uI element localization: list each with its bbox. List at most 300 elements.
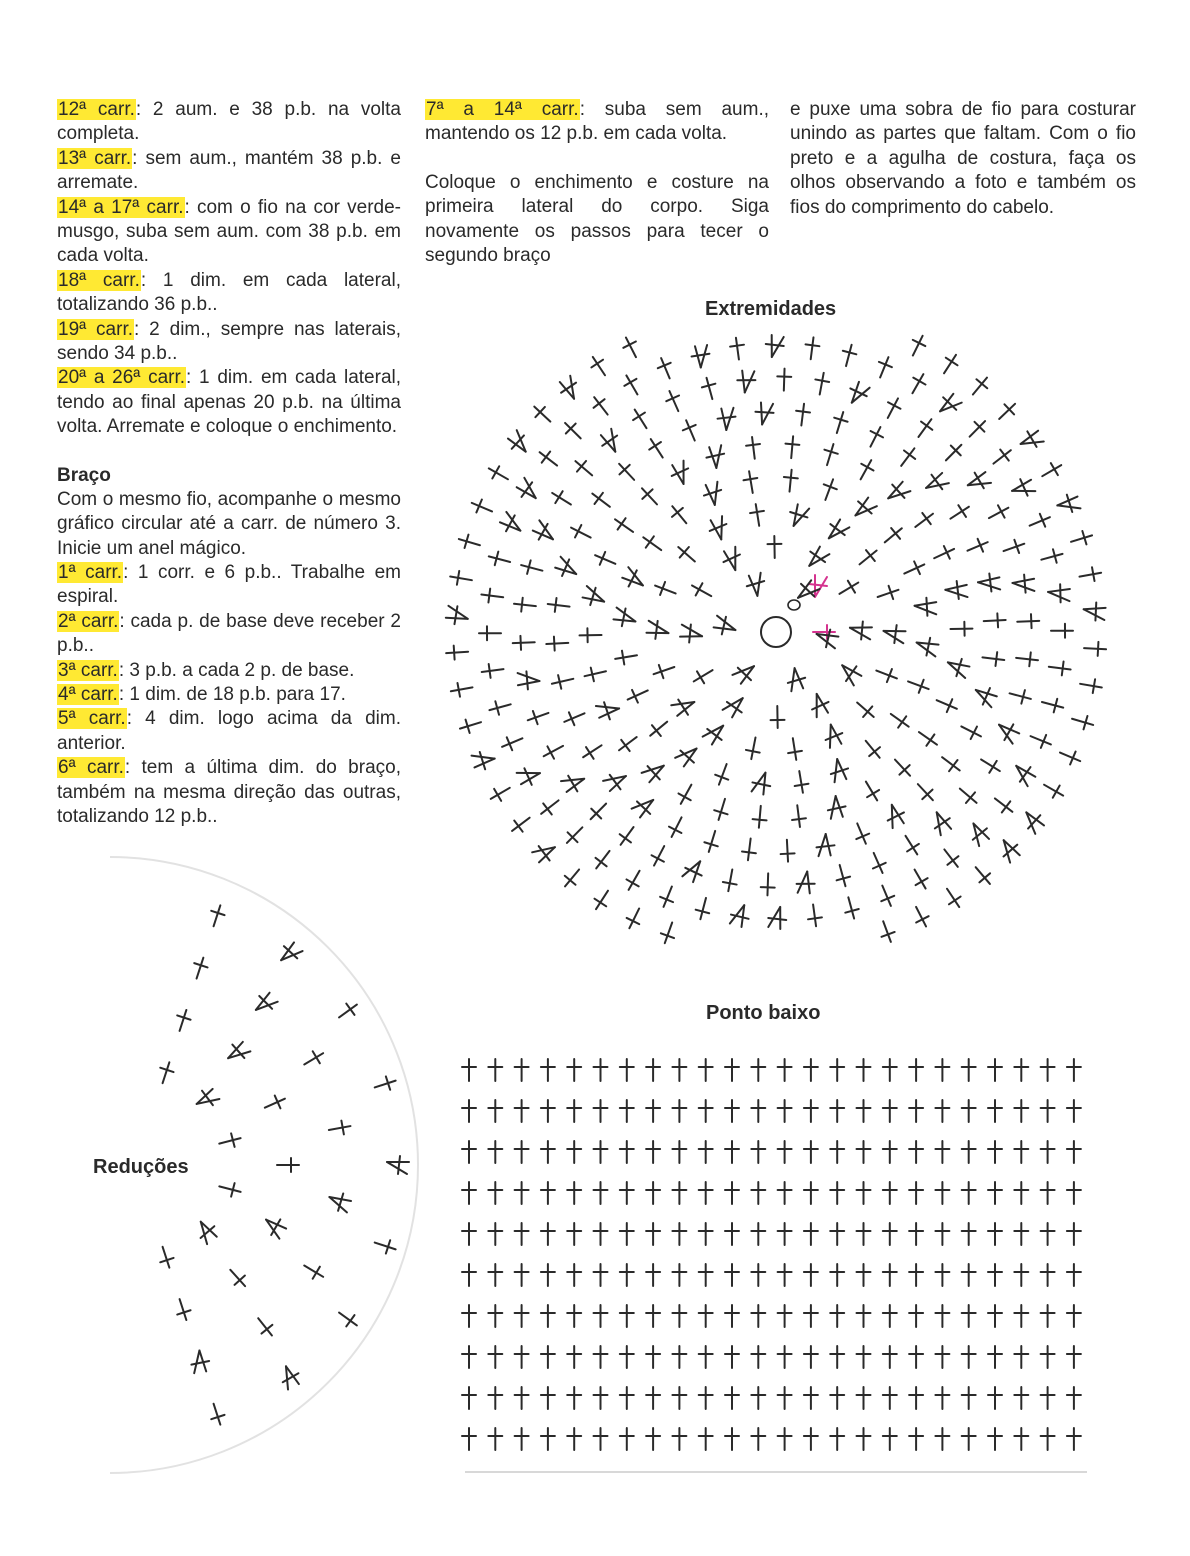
single-crochet-symbol — [1067, 1223, 1081, 1245]
single-crochet-symbol — [962, 1264, 976, 1286]
increase-stitch-symbol — [914, 596, 939, 617]
increase-stitch-symbol — [531, 838, 559, 866]
single-crochet-symbol — [988, 1223, 1002, 1245]
single-crochet-symbol — [567, 1223, 581, 1245]
single-crochet-symbol — [804, 1305, 818, 1327]
single-crochet-symbol — [962, 1100, 976, 1122]
single-crochet-symbol — [883, 1428, 897, 1450]
single-crochet-symbol — [725, 1223, 739, 1245]
single-crochet-symbol — [935, 1141, 949, 1163]
single-crochet-symbol — [620, 1223, 634, 1245]
increase-stitch-symbol — [667, 459, 694, 487]
single-crochet-symbol — [458, 716, 483, 736]
single-crochet-symbol — [830, 1264, 844, 1286]
single-crochet-symbol — [541, 1100, 555, 1122]
single-crochet-symbol — [1017, 614, 1040, 629]
single-crochet-symbol — [721, 868, 739, 892]
single-crochet-symbol — [1070, 712, 1095, 732]
increase-stitch-symbol — [883, 625, 905, 643]
single-crochet-symbol — [571, 456, 597, 481]
single-crochet-symbol — [550, 672, 575, 691]
single-crochet-symbol — [546, 636, 569, 651]
single-crochet-symbol — [488, 1141, 502, 1163]
increase-stitch-symbol — [1055, 491, 1082, 516]
single-crochet-symbol — [712, 797, 732, 822]
single-crochet-symbol — [1067, 1059, 1081, 1081]
single-crochet-symbol — [1041, 1141, 1055, 1163]
single-crochet-symbol — [820, 442, 840, 467]
single-crochet-symbol — [887, 708, 913, 732]
single-crochet-symbol — [935, 1346, 949, 1368]
single-crochet-symbol — [1069, 529, 1094, 549]
round-label: 1ª carr. — [58, 561, 123, 583]
single-crochet-symbol — [541, 1141, 555, 1163]
single-crochet-symbol — [594, 1428, 608, 1450]
single-crochet-symbol — [778, 1223, 792, 1245]
single-crochet-symbol — [1067, 1141, 1081, 1163]
single-crochet-symbol — [672, 1346, 686, 1368]
single-crochet-symbol — [994, 399, 1020, 424]
single-crochet-symbol — [462, 1100, 476, 1122]
single-crochet-symbol — [970, 863, 995, 889]
single-crochet-symbol — [515, 1264, 529, 1286]
single-crochet-symbol — [909, 1387, 923, 1409]
single-crochet-symbol — [487, 782, 513, 805]
single-crochet-symbol — [462, 1387, 476, 1409]
round-text: : 1 dim. em cada lateral, totalizando 36 p.b.. — [57, 269, 401, 316]
single-crochet-symbol — [725, 1059, 739, 1081]
single-crochet-symbol — [864, 424, 886, 450]
single-crochet-symbol — [909, 1182, 923, 1204]
single-crochet-symbol — [725, 1346, 739, 1368]
single-crochet-symbol — [579, 739, 605, 763]
single-crochet-symbol — [857, 1182, 871, 1204]
single-crochet-symbol — [253, 1314, 278, 1340]
single-crochet-symbol — [462, 1264, 476, 1286]
single-crochet-symbol — [1014, 1387, 1028, 1409]
single-crochet-symbol — [519, 558, 544, 577]
increase-stitch-symbol — [555, 374, 583, 402]
single-crochet-symbol — [857, 1387, 871, 1409]
round-instruction — [425, 98, 769, 147]
increase-stitch-symbol — [516, 669, 541, 691]
round-label: 19ª carr. — [58, 318, 134, 340]
single-crochet-symbol — [778, 1264, 792, 1286]
single-crochet-symbol — [883, 1182, 897, 1204]
braco-row — [57, 683, 401, 707]
increase-stitch-symbol — [594, 698, 622, 724]
single-crochet-symbol — [700, 376, 719, 401]
single-crochet-symbol — [883, 1059, 897, 1081]
single-crochet-symbol — [744, 736, 762, 760]
single-crochet-symbol — [462, 1346, 476, 1368]
increase-stitch-symbol — [814, 833, 836, 858]
increase-stitch-symbol — [581, 586, 606, 608]
increase-stitch-symbol — [826, 757, 852, 784]
single-crochet-symbol — [857, 1346, 871, 1368]
single-crochet-symbol — [909, 1141, 923, 1163]
single-crochet-symbol — [830, 1387, 844, 1409]
increase-stitch-symbol — [824, 794, 848, 821]
increase-stitch-symbol — [251, 989, 279, 1017]
single-crochet-symbol — [1067, 1346, 1081, 1368]
single-crochet-symbol — [373, 1236, 398, 1256]
single-crochet-symbol — [480, 588, 504, 605]
increase-stitch-symbol — [276, 1363, 303, 1391]
single-crochet-symbol — [657, 884, 678, 910]
single-crochet-symbol — [1014, 1100, 1028, 1122]
single-crochet-symbol — [751, 1141, 765, 1163]
single-crochet-symbol — [1051, 624, 1073, 638]
increase-stitch-symbol — [806, 691, 833, 719]
single-crochet-symbol — [991, 793, 1017, 817]
single-crochet-symbol — [699, 1346, 713, 1368]
single-crochet-symbol — [935, 1182, 949, 1204]
round-text: : 3 p.b. a cada 2 p. de base. — [118, 659, 355, 681]
single-crochet-symbol — [1014, 1223, 1028, 1245]
single-crochet-symbol — [487, 550, 512, 569]
single-crochet-symbol — [804, 1346, 818, 1368]
single-crochet-symbol — [594, 1305, 608, 1327]
round-text: : 1 dim. em cada lateral, tendo ao final apenas 20 p.b. na última volta. Arremate e coloque o enchimento. — [57, 367, 402, 438]
increase-stitch-symbol — [705, 514, 731, 542]
single-crochet-symbol — [1014, 1346, 1028, 1368]
single-crochet-symbol — [853, 697, 879, 722]
single-crochet-symbol — [842, 895, 861, 920]
single-crochet-symbol — [699, 1387, 713, 1409]
single-crochet-symbol — [988, 1305, 1002, 1327]
single-crochet-symbol — [515, 1428, 529, 1450]
single-crochet-symbol — [594, 1100, 608, 1122]
single-crochet-symbol — [699, 1264, 713, 1286]
outline-arc — [110, 857, 418, 1473]
single-crochet-symbol — [541, 1428, 555, 1450]
single-crochet-symbol — [541, 1346, 555, 1368]
single-crochet-symbol — [813, 625, 835, 639]
single-crochet-symbol — [667, 502, 692, 528]
single-crochet-symbol — [1041, 1182, 1055, 1204]
single-crochet-symbol — [541, 1059, 555, 1081]
single-crochet-symbol — [567, 1100, 581, 1122]
increase-stitch-symbol — [613, 607, 637, 627]
single-crochet-symbol — [672, 1182, 686, 1204]
round-text: : 2 dim., sempre nas laterais, sendo 34 p.b.. — [57, 318, 401, 365]
increase-stitch-symbol — [715, 406, 737, 431]
increase-stitch-symbol — [620, 566, 647, 591]
round-text: : 4 dim. logo acima da dim. anterior. — [57, 708, 401, 754]
increase-stitch-symbol — [387, 1156, 409, 1174]
single-crochet-symbol — [741, 838, 758, 862]
middle-column — [425, 98, 769, 268]
braco-row — [57, 659, 401, 683]
single-crochet-symbol — [218, 1131, 243, 1150]
single-crochet-symbol — [462, 1223, 476, 1245]
single-crochet-symbol — [890, 755, 915, 781]
increase-stitch-symbol — [846, 380, 870, 407]
single-crochet-symbol — [883, 1387, 897, 1409]
single-crochet-symbol — [883, 1223, 897, 1245]
single-crochet-symbol — [804, 1223, 818, 1245]
single-crochet-symbol — [877, 919, 898, 944]
single-crochet-symbol — [646, 716, 672, 741]
instruction-row — [57, 98, 401, 147]
single-crochet-symbol — [988, 1346, 1002, 1368]
single-crochet-symbol — [515, 1223, 529, 1245]
single-crochet-symbol — [1048, 660, 1072, 677]
single-crochet-symbol — [780, 839, 795, 862]
single-crochet-symbol — [611, 514, 637, 538]
increase-stitch-symbol — [674, 742, 701, 770]
single-crochet-symbol — [588, 488, 614, 512]
single-crochet-symbol — [908, 866, 931, 892]
increase-stitch-symbol — [736, 369, 756, 393]
single-crochet-symbol — [725, 1387, 739, 1409]
increase-stitch-symbol — [766, 335, 784, 357]
round-label: 12ª carr. — [58, 99, 135, 120]
single-crochet-symbol — [462, 1059, 476, 1081]
single-crochet-symbol — [935, 1305, 949, 1327]
single-crochet-symbol — [614, 648, 638, 665]
braco-rows — [57, 561, 401, 829]
single-crochet-symbol — [699, 1223, 713, 1245]
single-crochet-symbol — [778, 1141, 792, 1163]
round-text: : suba sem aum., mantendo os 12 p.b. em cada volta. — [425, 99, 770, 145]
reducoes-title: Reduções — [93, 1156, 189, 1178]
single-crochet-symbol — [830, 1141, 844, 1163]
single-crochet-symbol — [751, 1264, 765, 1286]
single-crochet-symbol — [672, 1059, 686, 1081]
single-crochet-symbol — [1067, 1264, 1081, 1286]
single-crochet-symbol — [637, 484, 662, 510]
increase-stitch-symbol — [188, 1349, 212, 1375]
increase-stitch-symbol — [700, 480, 726, 507]
ponto-baixo-title: Ponto baixo — [706, 1002, 821, 1024]
single-crochet-symbol — [1057, 746, 1083, 767]
increase-stitch-symbol — [498, 511, 525, 536]
single-crochet-symbol — [594, 1223, 608, 1245]
single-crochet-symbol — [1039, 459, 1065, 482]
single-crochet-symbol — [590, 887, 614, 913]
round-text: : 2 aum. e 38 p.b. na volta completa. — [57, 99, 401, 145]
single-crochet-symbol — [819, 477, 840, 503]
single-crochet-symbol — [860, 736, 885, 762]
single-crochet-symbol — [567, 1141, 581, 1163]
single-crochet-symbol — [968, 373, 993, 399]
single-crochet-symbol — [620, 1305, 634, 1327]
single-crochet-symbol — [955, 783, 981, 808]
single-crochet-symbol — [778, 1305, 792, 1327]
single-crochet-symbol — [725, 1100, 739, 1122]
single-crochet-symbol — [909, 1428, 923, 1450]
increase-stitch-symbol — [1010, 761, 1038, 788]
single-crochet-symbol — [1027, 511, 1053, 532]
single-crochet-symbol — [535, 447, 561, 471]
single-crochet-symbol — [839, 343, 858, 368]
single-crochet-symbol — [882, 395, 905, 421]
single-crochet-symbol — [1039, 547, 1064, 566]
single-crochet-symbol — [537, 795, 563, 820]
single-crochet-symbol — [883, 1346, 897, 1368]
single-crochet-symbol — [457, 532, 482, 552]
single-crochet-symbol — [594, 1182, 608, 1204]
increase-stitch-symbol — [751, 771, 771, 795]
single-crochet-symbol — [646, 1141, 660, 1163]
single-crochet-symbol — [620, 1059, 634, 1081]
single-crochet-symbol — [913, 415, 937, 441]
single-crochet-symbol — [488, 1305, 502, 1327]
single-crochet-symbol — [1015, 651, 1038, 667]
single-crochet-symbol — [883, 1141, 897, 1163]
single-crochet-symbol — [804, 336, 821, 360]
single-crochet-symbol — [792, 770, 809, 794]
single-crochet-symbol — [488, 1387, 502, 1409]
single-crochet-symbol — [614, 459, 639, 485]
single-crochet-symbol — [629, 406, 653, 432]
single-crochet-symbol — [699, 1141, 713, 1163]
single-crochet-symbol — [962, 1223, 976, 1245]
braco-row — [57, 707, 401, 756]
single-crochet-symbol — [479, 626, 501, 640]
single-crochet-symbol — [778, 1428, 792, 1450]
increase-stitch-symbol — [630, 793, 658, 821]
increase-stitch-symbol — [224, 1038, 252, 1066]
assembly-paragraph: Coloque o enchimento e costure na primeira lateral do corpo. Siga novamente os passos para tecer o segundo braço — [425, 171, 769, 267]
reducoes-diagram — [110, 850, 400, 1490]
single-crochet-symbol — [515, 1305, 529, 1327]
single-crochet-symbol — [646, 1182, 660, 1204]
single-crochet-symbol — [530, 401, 556, 426]
single-crochet-symbol — [541, 1305, 555, 1327]
single-crochet-symbol — [988, 1387, 1002, 1409]
single-crochet-symbol — [874, 664, 900, 685]
single-crochet-symbol — [833, 863, 852, 888]
single-crochet-symbol — [645, 435, 669, 461]
single-crochet-symbol — [751, 1305, 765, 1327]
increase-stitch-symbol — [731, 659, 759, 687]
single-crochet-symbol — [901, 558, 927, 580]
round-text: : sem aum., mantém 38 p.b. e arremate. — [57, 147, 401, 194]
single-crochet-symbol — [207, 1402, 227, 1427]
single-crochet-symbol — [541, 1182, 555, 1204]
single-crochet-symbol — [962, 1387, 976, 1409]
single-crochet-symbol — [913, 779, 938, 805]
single-crochet-symbol — [1041, 1059, 1055, 1081]
single-crochet-symbol — [742, 470, 759, 494]
increase-stitch-symbol — [193, 1085, 221, 1113]
single-crochet-symbol — [804, 1059, 818, 1081]
increase-stitch-symbol — [850, 621, 872, 639]
single-crochet-symbol — [488, 1100, 502, 1122]
single-crochet-symbol — [699, 1059, 713, 1081]
single-crochet-symbol — [646, 1059, 660, 1081]
single-crochet-symbol — [488, 1182, 502, 1204]
increase-stitch-symbol — [445, 606, 468, 625]
single-crochet-symbol — [562, 707, 588, 728]
single-crochet-symbol — [1008, 687, 1033, 706]
single-crochet-symbol — [488, 1059, 502, 1081]
single-crochet-symbol — [591, 847, 615, 873]
increase-stitch-symbol — [928, 808, 956, 836]
single-crochet-symbol — [1014, 1182, 1028, 1204]
single-crochet-symbol — [560, 865, 585, 891]
single-crochet-symbol — [515, 1387, 529, 1409]
single-crochet-symbol — [446, 645, 469, 660]
round-text: : cada p. de base deve receber 2 p.b.. — [57, 610, 401, 657]
single-crochet-symbol — [646, 1305, 660, 1327]
instruction-row — [425, 98, 769, 147]
single-crochet-symbol — [836, 577, 862, 600]
single-crochet-symbol — [541, 1387, 555, 1409]
single-crochet-symbol — [567, 1059, 581, 1081]
increase-stitch-symbol — [193, 1217, 221, 1245]
single-crochet-symbol — [1001, 537, 1026, 558]
single-crochet-symbol — [965, 416, 990, 441]
single-crochet-symbol — [867, 850, 889, 876]
single-crochet-symbol — [783, 469, 799, 492]
round-label: 7ª a 14ª carr. — [426, 99, 579, 120]
round-label: 3ª carr. — [58, 659, 118, 681]
single-crochet-symbol — [225, 1265, 250, 1291]
round-label: 13ª carr. — [58, 147, 132, 169]
single-crochet-symbol — [909, 1100, 923, 1122]
single-crochet-symbol — [592, 549, 618, 570]
increase-stitch-symbol — [795, 871, 815, 895]
single-crochet-symbol — [935, 1223, 949, 1245]
single-crochet-symbol — [675, 781, 698, 807]
braco-intro: Com o mesmo fio, acompanhe o mesmo gráfico circular até a carr. de número 3. Inicie um anel mágico. — [57, 488, 401, 559]
increase-stitch-symbol — [640, 758, 668, 786]
single-crochet-symbol — [301, 1047, 327, 1070]
single-crochet-symbol — [909, 1264, 923, 1286]
single-crochet-symbol — [778, 1387, 792, 1409]
round-text: : com o fio na cor verde-musgo, suba sem aum. com 38 p.b. em cada volta. — [57, 196, 401, 267]
single-crochet-symbol — [830, 1100, 844, 1122]
single-crochet-symbol — [594, 1387, 608, 1409]
single-crochet-symbol — [594, 1059, 608, 1081]
single-crochet-symbol — [857, 1264, 871, 1286]
single-crochet-symbol — [950, 622, 972, 636]
single-crochet-symbol — [777, 368, 792, 390]
single-crochet-symbol — [938, 752, 964, 776]
single-crochet-symbol — [934, 694, 960, 715]
single-crochet-symbol — [988, 1264, 1002, 1286]
single-crochet-symbol — [830, 1223, 844, 1245]
single-crochet-symbol — [672, 1387, 686, 1409]
single-crochet-symbol — [615, 731, 641, 755]
single-crochet-symbol — [1079, 677, 1103, 694]
increase-stitch-symbol — [915, 637, 939, 657]
increase-stitch-symbol — [1017, 426, 1045, 454]
single-crochet-symbol — [778, 1059, 792, 1081]
increase-stitch-symbol — [884, 478, 912, 506]
single-crochet-symbol — [499, 732, 525, 753]
single-crochet-symbol — [941, 885, 965, 911]
single-crochet-symbol — [567, 1346, 581, 1368]
increase-stitch-symbol — [530, 520, 557, 545]
extremidades-title: Extremidades — [705, 298, 837, 320]
single-crochet-symbol — [986, 502, 1012, 525]
single-crochet-symbol — [508, 812, 534, 836]
single-crochet-symbol — [958, 720, 984, 742]
increase-stitch-symbol — [944, 579, 969, 601]
single-crochet-symbol — [594, 1346, 608, 1368]
increase-stitch-symbol — [1009, 475, 1037, 502]
single-crochet-symbol — [515, 1141, 529, 1163]
single-crochet-symbol — [672, 1100, 686, 1122]
round-label: 18ª carr. — [58, 269, 140, 291]
instruction-row — [57, 269, 401, 318]
single-crochet-symbol — [481, 662, 505, 679]
